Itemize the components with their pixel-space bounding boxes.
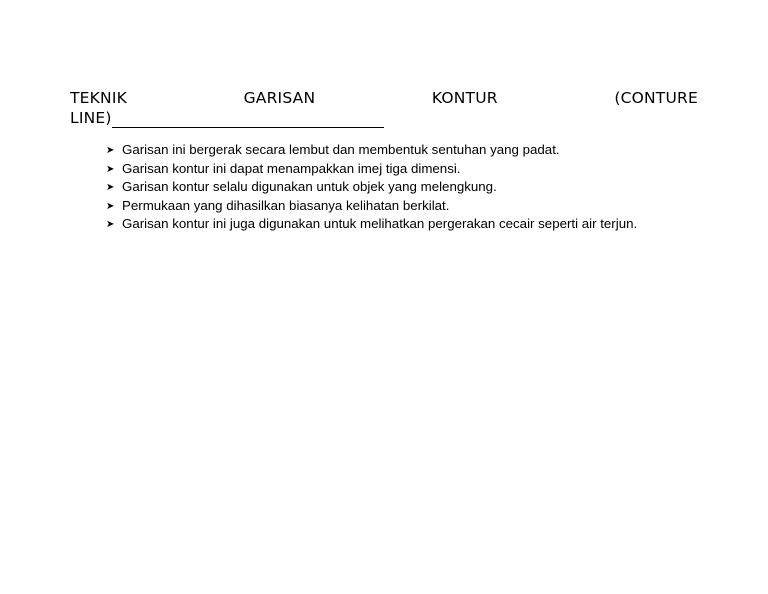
list-item (106, 142, 637, 161)
list-item-text: Garisan kontur ini dapat menampakkan imej tiga dimensi. (122, 160, 461, 176)
heading-underline-blank (112, 109, 384, 128)
arrowhead-bullet-icon: ➤ (106, 163, 115, 175)
bullet-list (106, 142, 637, 235)
heading-line-2 (70, 108, 698, 128)
list-item (106, 198, 637, 217)
list-item-text: Permukaan yang dihasilkan biasanya kelihatan berkilat. (122, 197, 450, 213)
heading-word: (CONTURE (614, 89, 698, 107)
list-item (106, 161, 637, 180)
arrowhead-bullet-icon: ➤ (106, 182, 115, 193)
section-heading (70, 88, 698, 128)
heading-word: TEKNIK (70, 89, 127, 107)
list-item-text: Garisan kontur ini juga digunakan untuk melihatkan pergerakan cecair seperti air terjun. (122, 216, 638, 231)
arrowhead-bullet-icon: ➤ (106, 219, 115, 230)
list-item-text: Garisan kontur selalu digunakan untuk objek yang melengkung. (122, 179, 497, 194)
heading-word: KONTUR (431, 89, 498, 107)
list-item-text: Garisan ini bergerak secara lembut dan membentuk sentuhan yang padat. (122, 142, 560, 157)
heading-line-1 (70, 88, 698, 108)
list-item (106, 216, 637, 235)
list-item (106, 179, 637, 198)
heading-word: GARISAN (243, 89, 316, 107)
arrowhead-bullet-icon: ➤ (106, 145, 115, 156)
arrowhead-bullet-icon: ➤ (106, 200, 115, 212)
heading-word: LINE) (70, 109, 112, 127)
